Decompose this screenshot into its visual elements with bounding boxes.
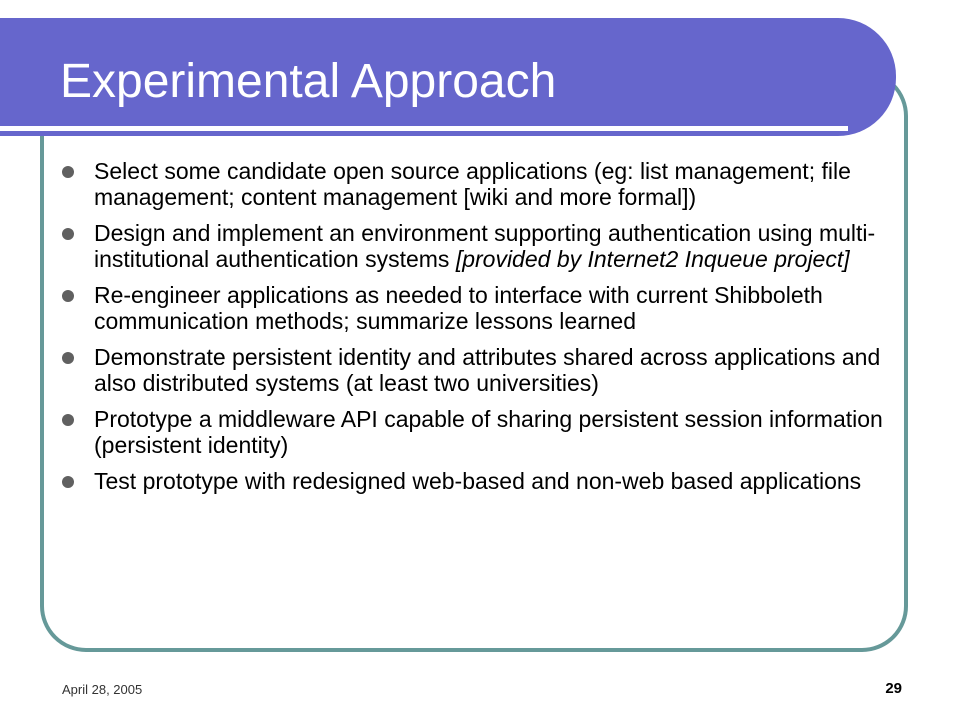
- bullet-text: Re-engineer applications as needed to interface with current Shibboleth communication methods; summarize lessons learned: [94, 282, 823, 334]
- bullet-list: [62, 158, 892, 504]
- bullet-icon: [62, 352, 74, 364]
- list-item: [62, 406, 892, 458]
- bullet-text: Test prototype with redesigned web-based and non-web based applications: [94, 468, 862, 494]
- bullet-icon: [62, 290, 74, 302]
- bullet-icon: [62, 166, 74, 178]
- bullet-icon: [62, 476, 74, 488]
- bullet-text: Demonstrate persistent identity and attributes shared across applications and also distributed systems (at least two universities): [94, 344, 881, 396]
- list-item: [62, 282, 892, 334]
- bullet-icon: [62, 228, 74, 240]
- list-item: [62, 220, 892, 272]
- slide-title: Experimental Approach: [60, 55, 557, 108]
- footer-date: April 28, 2005: [62, 682, 143, 697]
- list-item: [62, 468, 892, 494]
- bullet-text: Prototype a middleware API capable of sharing persistent session information (persistent identity): [94, 406, 883, 458]
- title-underline: [0, 126, 848, 131]
- bullet-text: Select some candidate open source applications (eg: list management; file management; content management [wiki and more formal]): [94, 158, 851, 210]
- bullet-italic-text: [provided by Internet2 Inqueue project]: [455, 246, 850, 272]
- bullet-text: Design and implement an environment supporting authentication using multi-institutional authentication systems: [94, 220, 876, 272]
- bullet-icon: [62, 414, 74, 426]
- page-number: 29: [885, 680, 902, 697]
- list-item: [62, 344, 892, 396]
- list-item: [62, 158, 892, 210]
